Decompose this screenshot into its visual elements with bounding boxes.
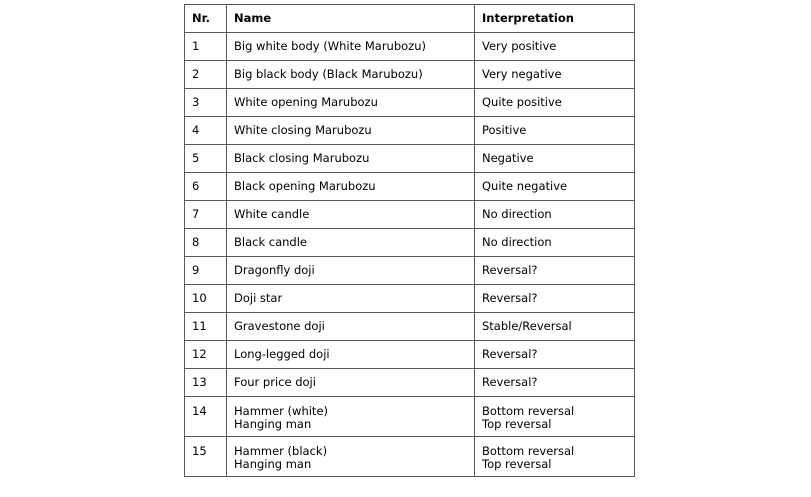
row-interpretation (475, 145, 635, 173)
table-row (185, 229, 635, 257)
row-interpretation-line: Reversal? (482, 375, 538, 389)
row-interpretation (475, 437, 635, 477)
table-row (185, 145, 635, 173)
table-row (185, 313, 635, 341)
row-interpretation-line: No direction (482, 207, 552, 221)
row-name (227, 173, 475, 201)
row-name-line: Big black body (Black Marubozu) (234, 67, 423, 81)
row-interpretation-line: Bottom reversal (482, 444, 575, 458)
row-interpretation (475, 201, 635, 229)
candlestick-table (184, 4, 635, 477)
table-row (185, 369, 635, 397)
row-interpretation (475, 313, 635, 341)
row-nr: 9 (185, 257, 227, 285)
row-nr: 1 (185, 33, 227, 61)
row-nr: 6 (185, 173, 227, 201)
row-nr: 7 (185, 201, 227, 229)
row-interpretation-line: Very positive (482, 39, 557, 53)
row-interpretation (475, 285, 635, 313)
row-name-line: Black candle (234, 235, 307, 249)
row-nr: 15 (185, 437, 227, 477)
row-name-line: Four price doji (234, 375, 316, 389)
header-nr: Nr. (185, 5, 227, 33)
table-row (185, 285, 635, 313)
row-name-line: Hanging man (234, 457, 312, 471)
row-name (227, 145, 475, 173)
row-nr: 5 (185, 145, 227, 173)
header-name: Name (227, 5, 475, 33)
table-row (185, 201, 635, 229)
table-row (185, 257, 635, 285)
row-name-line: Big white body (White Marubozu) (234, 39, 426, 53)
row-interpretation-line: Quite positive (482, 95, 562, 109)
row-interpretation (475, 33, 635, 61)
row-name-line: Gravestone doji (234, 319, 325, 333)
row-nr: 13 (185, 369, 227, 397)
row-nr: 3 (185, 89, 227, 117)
row-name (227, 369, 475, 397)
row-name (227, 341, 475, 369)
row-name-line: Dragonfly doji (234, 263, 315, 277)
row-interpretation (475, 61, 635, 89)
table-row (185, 117, 635, 145)
row-nr: 8 (185, 229, 227, 257)
row-interpretation-line: Reversal? (482, 291, 538, 305)
row-name (227, 285, 475, 313)
header-row (185, 5, 635, 33)
row-name-line: White opening Marubozu (234, 95, 378, 109)
table-row (185, 341, 635, 369)
row-name (227, 61, 475, 89)
row-interpretation-line: Reversal? (482, 263, 538, 277)
table-row (185, 33, 635, 61)
table-body (185, 33, 635, 477)
row-name-line: Black opening Marubozu (234, 179, 376, 193)
row-interpretation (475, 341, 635, 369)
row-name-line: Doji star (234, 291, 283, 305)
row-interpretation-line: Positive (482, 123, 527, 137)
row-interpretation-line: Quite negative (482, 179, 568, 193)
table-row (185, 397, 635, 437)
table-row (185, 61, 635, 89)
row-interpretation-line: Stable/Reversal (482, 319, 572, 333)
row-interpretation (475, 173, 635, 201)
row-name-line: White candle (234, 207, 310, 221)
row-interpretation-line: Very negative (482, 67, 562, 81)
row-name-line: Black closing Marubozu (234, 151, 370, 165)
row-name (227, 437, 475, 477)
row-interpretation (475, 257, 635, 285)
row-name-line: Hanging man (234, 417, 312, 431)
row-nr: 12 (185, 341, 227, 369)
row-name-line: Hammer (black) (234, 444, 328, 458)
row-interpretation-line: Top reversal (482, 457, 552, 471)
row-name (227, 201, 475, 229)
row-name (227, 117, 475, 145)
row-interpretation (475, 117, 635, 145)
row-nr: 11 (185, 313, 227, 341)
row-interpretation-line: No direction (482, 235, 552, 249)
row-interpretation-line: Reversal? (482, 347, 538, 361)
row-name-line: Hammer (white) (234, 404, 329, 418)
row-interpretation (475, 369, 635, 397)
table-row (185, 437, 635, 477)
row-name (227, 229, 475, 257)
row-nr: 4 (185, 117, 227, 145)
row-name (227, 397, 475, 437)
row-name-line: Long-legged doji (234, 347, 330, 361)
row-name-line: White closing Marubozu (234, 123, 372, 137)
table-row (185, 89, 635, 117)
row-interpretation-line: Top reversal (482, 417, 552, 431)
row-nr: 10 (185, 285, 227, 313)
row-name (227, 33, 475, 61)
row-name (227, 89, 475, 117)
row-interpretation (475, 397, 635, 437)
row-nr: 2 (185, 61, 227, 89)
row-name (227, 257, 475, 285)
table-row (185, 173, 635, 201)
row-interpretation (475, 229, 635, 257)
row-interpretation-line: Negative (482, 151, 534, 165)
row-name (227, 313, 475, 341)
row-interpretation-line: Bottom reversal (482, 404, 575, 418)
header-interpretation: Interpretation (475, 5, 635, 33)
row-interpretation (475, 89, 635, 117)
row-nr: 14 (185, 397, 227, 437)
